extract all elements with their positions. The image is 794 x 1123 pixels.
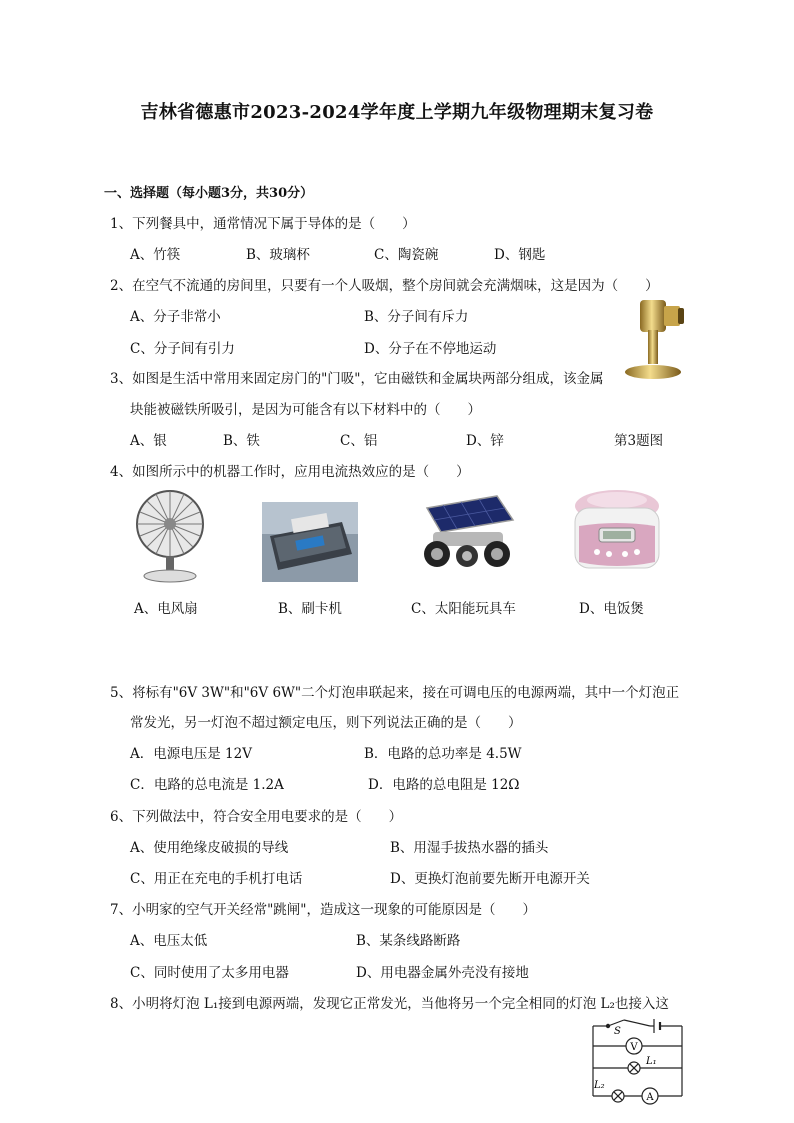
question-5-line2: 常发光，另一灯泡不超过额定电压，则下列说法正确的是（ ） bbox=[130, 715, 522, 731]
q5-option-a: A．电源电压是 12V bbox=[130, 746, 252, 762]
question-1: 1、下列餐具中，通常情况下属于导体的是（ ） bbox=[110, 216, 416, 232]
q7-option-b: B、某条线路断路 bbox=[356, 933, 461, 949]
lamp2-label: L₂ bbox=[594, 1080, 605, 1091]
question-3-line1: 3、如图是生活中常用来固定房门的"门吸"，它由磁铁和金属块两部分组成，该金属 bbox=[110, 371, 604, 387]
q4-caption-b: B、刷卡机 bbox=[278, 601, 342, 617]
q5-option-c: C．电路的总电流是 1.2A bbox=[130, 777, 284, 793]
voltmeter-label: V bbox=[630, 1042, 638, 1053]
q7-option-a: A、电压太低 bbox=[130, 933, 208, 949]
q4-caption-d: D、电饭煲 bbox=[579, 601, 644, 617]
q3-option-c: C、铝 bbox=[340, 433, 378, 449]
question-7: 7、小明家的空气开关经常"跳闸"，造成这一现象的可能原因是（ ） bbox=[110, 902, 537, 918]
q6-option-a: A、使用绝缘皮破损的导线 bbox=[130, 840, 289, 856]
q4-caption-c: C、太阳能玩具车 bbox=[411, 601, 516, 617]
q2-option-d: D、分子在不停地运动 bbox=[364, 341, 497, 357]
door-stopper-image bbox=[618, 294, 690, 386]
q1-option-a: A、竹筷 bbox=[130, 247, 181, 263]
q1-option-b: B、玻璃杯 bbox=[246, 247, 310, 263]
q6-option-c: C、用正在充电的手机打电话 bbox=[130, 871, 303, 887]
solar-toy-car-image bbox=[413, 494, 519, 576]
q1-option-c: C、陶瓷碗 bbox=[374, 247, 439, 263]
switch-label: S bbox=[614, 1026, 621, 1037]
q3-option-d: D、锌 bbox=[466, 433, 504, 449]
section-heading: 一、选择题（每小题3分，共30分） bbox=[104, 186, 314, 201]
q3-figure-caption: 第3题图 bbox=[614, 433, 664, 449]
q2-option-b: B、分子间有斥力 bbox=[364, 309, 469, 325]
circuit-diagram bbox=[588, 1016, 688, 1106]
ammeter-label: A bbox=[646, 1092, 654, 1103]
q2-option-a: A、分子非常小 bbox=[130, 309, 221, 325]
card-reader-image bbox=[262, 502, 358, 582]
electric-fan-image bbox=[132, 488, 208, 584]
lamp1-label: L₁ bbox=[646, 1056, 657, 1067]
q6-option-b: B、用湿手拔热水器的插头 bbox=[390, 840, 549, 856]
q1-option-d: D、钢匙 bbox=[494, 247, 546, 263]
q2-option-c: C、分子间有引力 bbox=[130, 341, 235, 357]
q5-option-d: D．电路的总电阻是 12Ω bbox=[368, 777, 520, 793]
q3-option-b: B、铁 bbox=[223, 433, 260, 449]
q5-option-b: B．电路的总功率是 4.5W bbox=[364, 746, 522, 762]
q6-option-d: D、更换灯泡前要先断开电源开关 bbox=[390, 871, 590, 887]
page-title: 吉林省德惠市2023-2024学年度上学期九年级物理期末复习卷 bbox=[140, 102, 654, 123]
q7-option-d: D、用电器金属外壳没有接地 bbox=[356, 965, 529, 981]
q4-caption-a: A、电风扇 bbox=[134, 601, 198, 617]
q7-option-c: C、同时使用了太多用电器 bbox=[130, 965, 289, 981]
question-6: 6、下列做法中，符合安全用电要求的是（ ） bbox=[110, 809, 403, 825]
rice-cooker-image bbox=[567, 486, 667, 582]
q3-option-a: A、银 bbox=[130, 433, 167, 449]
question-5-line1: 5、将标有"6V 3W"和"6V 6W"二个灯泡串联起来，接在可调电压的电源两端，其中一个灯泡正 bbox=[110, 685, 680, 701]
question-4: 4、如图所示中的机器工作时，应用电流热效应的是（ ） bbox=[110, 464, 470, 480]
question-8: 8、小明将灯泡 L₁接到电源两端，发现它正常发光，当他将另一个完全相同的灯泡 L₂也接入这 bbox=[110, 996, 669, 1012]
question-3-line2: 块能被磁铁所吸引，是因为可能含有以下材料中的（ ） bbox=[130, 402, 481, 418]
question-2: 2、在空气不流通的房间里，只要有一个人吸烟，整个房间就会充满烟味，这是因为（ ） bbox=[110, 278, 659, 294]
